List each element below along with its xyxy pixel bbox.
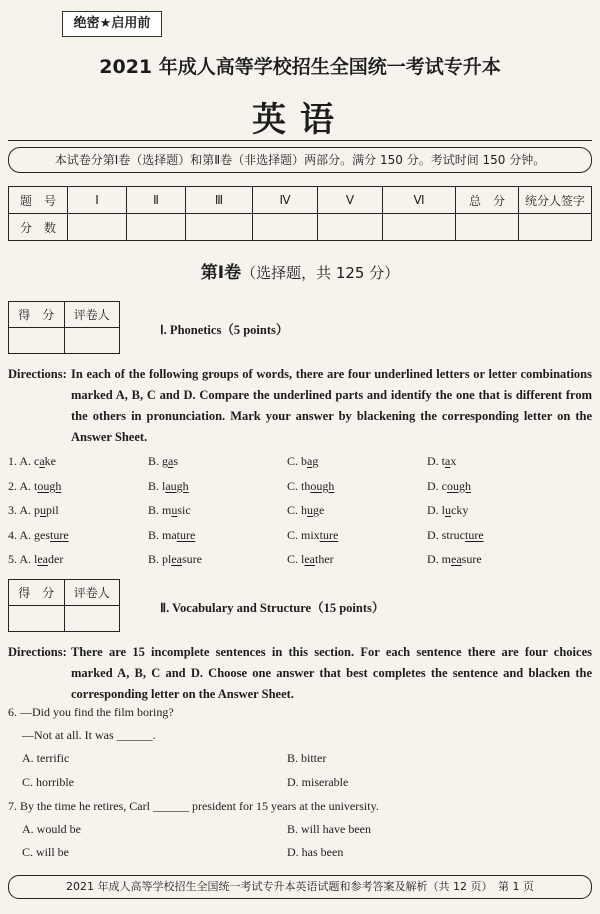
word-part: p <box>34 503 41 517</box>
score-header-cell: Ⅵ <box>383 187 456 214</box>
word-part: D. t <box>427 454 445 468</box>
underlined-letters: ough <box>447 478 471 493</box>
word-part: B. g <box>148 454 169 468</box>
underlined-letters: a <box>307 454 313 468</box>
word-part: sic <box>177 503 191 517</box>
word-part: s <box>173 454 179 468</box>
grader-score-label: 得 分 <box>9 302 65 328</box>
question-3-option-d[interactable] <box>427 503 468 518</box>
directions-text: In each of the following groups of words, there are four underlined letters or letter combinations marked A, B, C and D. Compare the underlined parts and identify the one that is different from the others in pronunciation. Mark your answer by blackening the corresponding letter on the Answer Sheet. <box>71 367 592 444</box>
question-4-option-a[interactable] <box>8 528 69 543</box>
word-part: ge <box>313 503 325 517</box>
question-3-option-b[interactable] <box>148 503 191 518</box>
underlined-letters: ture <box>319 527 339 542</box>
page-footer: 2021 年成人高等学校招生全国统一考试专升本英语试题和参考答案及解析（共 12 页） 第 1 页 <box>8 875 592 899</box>
question-6-option-b[interactable]: B. bitter <box>287 751 327 765</box>
part-one-label: 第Ⅰ卷 <box>200 263 242 283</box>
underlined-letters: ea <box>451 552 462 566</box>
question-6-option-d[interactable]: D. miserable <box>287 775 349 789</box>
score-header-cell: Ⅳ <box>253 187 318 214</box>
word-part: B. m <box>148 503 172 517</box>
underlined-letters: u <box>307 503 314 517</box>
question-7-option-d[interactable]: D. has been <box>287 845 344 859</box>
question-2-option-b[interactable] <box>148 479 189 494</box>
word-part: C. th <box>287 478 311 493</box>
word-part: t <box>34 478 38 493</box>
word-part: B. l <box>148 478 166 493</box>
word-part: B. pl <box>148 552 172 566</box>
word-part: x <box>450 454 457 468</box>
question-6-option-a[interactable]: A. terrific <box>22 751 70 765</box>
grader-name-cell <box>64 606 120 632</box>
confidential-label: 绝密★启用前 <box>62 11 162 37</box>
underlined-letters: a <box>168 454 174 468</box>
grader-score-cell <box>9 606 65 632</box>
word-part: C. b <box>287 454 308 468</box>
score-cell <box>519 214 592 241</box>
score-header-cell: 总 分 <box>456 187 519 214</box>
word-part: der <box>48 552 64 566</box>
question-7-option-c[interactable]: C. will be <box>22 845 69 859</box>
question-number: 1. A. <box>8 454 32 468</box>
question-2-option-c[interactable] <box>287 479 334 494</box>
section-vocabulary-title: Ⅱ. Vocabulary and Structure（15 points） <box>160 601 385 615</box>
score-cell <box>68 214 127 241</box>
word-part: C. h <box>287 503 308 517</box>
question-7-stem: 7. By the time he retires, Carl ______ president for 15 years at the university. <box>8 799 379 813</box>
question-number: 5. A. <box>8 552 32 566</box>
score-header-cell: 题 号 <box>9 187 68 214</box>
underlined-letters: augh <box>165 478 189 493</box>
score-row-label: 分 数 <box>9 214 68 241</box>
question-6-stem-reply: —Not at all. It was ______. <box>22 728 156 742</box>
underlined-letters: u <box>40 503 47 517</box>
word-part: sure <box>461 552 482 566</box>
word-part: cky <box>451 503 469 517</box>
underlined-letters: ture <box>465 527 484 542</box>
question-5-option-a[interactable] <box>8 552 63 567</box>
directions-label: Directions: <box>8 367 67 381</box>
word-part: B. ma <box>148 527 177 542</box>
underlined-letters: ough <box>37 478 62 493</box>
word-part: ke <box>44 454 56 468</box>
directions-label: Directions: <box>8 645 67 659</box>
question-5-option-b[interactable] <box>148 552 202 567</box>
word-part: D. l <box>427 503 445 517</box>
exam-notice: 本试卷分第Ⅰ卷（选择题）和第Ⅱ卷（非选择题）两部分。满分 150 分。考试时间 150 分钟。 <box>8 147 592 173</box>
question-4-option-b[interactable] <box>148 528 195 543</box>
question-4-option-d[interactable] <box>427 528 484 543</box>
question-3-option-c[interactable] <box>287 503 324 518</box>
question-7-option-a[interactable]: A. would be <box>22 822 81 836</box>
question-5-option-d[interactable] <box>427 552 482 567</box>
word-part: D. struc <box>427 527 465 542</box>
word-part: l <box>34 552 38 566</box>
underlined-letters: a <box>445 454 451 468</box>
question-number: 4. A. <box>8 527 32 542</box>
question-1-option-b[interactable] <box>148 454 178 469</box>
grader-box <box>8 579 120 632</box>
question-2-option-d[interactable] <box>427 479 471 494</box>
word-part: pil <box>46 503 59 517</box>
subject-title: 英语 <box>252 100 348 140</box>
word-part: g <box>312 454 319 468</box>
question-number: 2. A. <box>8 478 32 493</box>
word-part: C. l <box>287 552 305 566</box>
score-header-cell: Ⅰ <box>68 187 127 214</box>
word-part: D. m <box>427 552 451 566</box>
grader-name-label: 评卷人 <box>64 580 120 606</box>
word-part: sure <box>182 552 202 566</box>
word-part: ther <box>315 552 334 566</box>
underlined-letters: ough <box>310 478 335 493</box>
question-4-option-c[interactable] <box>287 528 338 543</box>
grader-score-cell <box>9 328 65 354</box>
underlined-letters: ture <box>176 527 196 542</box>
underlined-letters: ea <box>37 552 49 566</box>
question-5-option-c[interactable] <box>287 552 334 567</box>
score-header-cell: Ⅴ <box>318 187 383 214</box>
question-6-option-c[interactable]: C. horrible <box>22 775 74 789</box>
underlined-letters: ea <box>304 552 315 566</box>
score-header-cell: Ⅱ <box>127 187 186 214</box>
score-cell <box>318 214 383 241</box>
underlined-letters: ture <box>50 527 69 542</box>
vocabulary-directions <box>8 642 592 705</box>
score-cell <box>383 214 456 241</box>
question-number: 3. A. <box>8 503 32 517</box>
word-part: ges <box>34 527 51 542</box>
underlined-letters: u <box>171 503 178 517</box>
question-2-option-a[interactable] <box>8 479 61 494</box>
grader-name-label: 评卷人 <box>64 302 120 328</box>
exam-title: 2021 年成人高等学校招生全国统一考试专升本 <box>99 56 501 78</box>
grader-box <box>8 301 120 354</box>
score-table <box>8 186 592 241</box>
score-cell <box>186 214 253 241</box>
phonetics-directions <box>8 364 592 448</box>
directions-text: There are 15 incomplete sentences in this section. For each sentence there are four choices marked A, B, C and D. Choose one answer that best completes the sentence and blacken the corresponding letter on the Answer Sheet. <box>71 645 592 701</box>
question-1-option-a[interactable] <box>8 454 56 469</box>
question-6-stem: 6. —Did you find the film boring? <box>8 705 174 719</box>
divider <box>8 140 592 141</box>
word-part: c <box>34 454 40 468</box>
score-header-cell: 统分人签字 <box>519 187 592 214</box>
score-header-cell: Ⅲ <box>186 187 253 214</box>
question-1-option-c[interactable] <box>287 454 318 469</box>
grader-name-cell <box>64 328 120 354</box>
part-one-subtitle: （选择题，共 125 分） <box>241 264 400 282</box>
word-part: C. mix <box>287 527 320 542</box>
question-3-option-a[interactable] <box>8 503 59 518</box>
grader-score-label: 得 分 <box>9 580 65 606</box>
word-part: D. c <box>427 478 447 493</box>
score-cell <box>456 214 519 241</box>
question-7-option-b[interactable]: B. will have been <box>287 822 371 836</box>
underlined-letters: u <box>445 503 451 517</box>
part-one-title <box>0 258 600 283</box>
question-1-option-d[interactable] <box>427 454 456 469</box>
score-cell <box>127 214 186 241</box>
underlined-letters: ea <box>171 552 182 566</box>
section-phonetics-title: Ⅰ. Phonetics（5 points） <box>160 323 289 337</box>
underlined-letters: a <box>39 454 45 468</box>
score-cell <box>253 214 318 241</box>
